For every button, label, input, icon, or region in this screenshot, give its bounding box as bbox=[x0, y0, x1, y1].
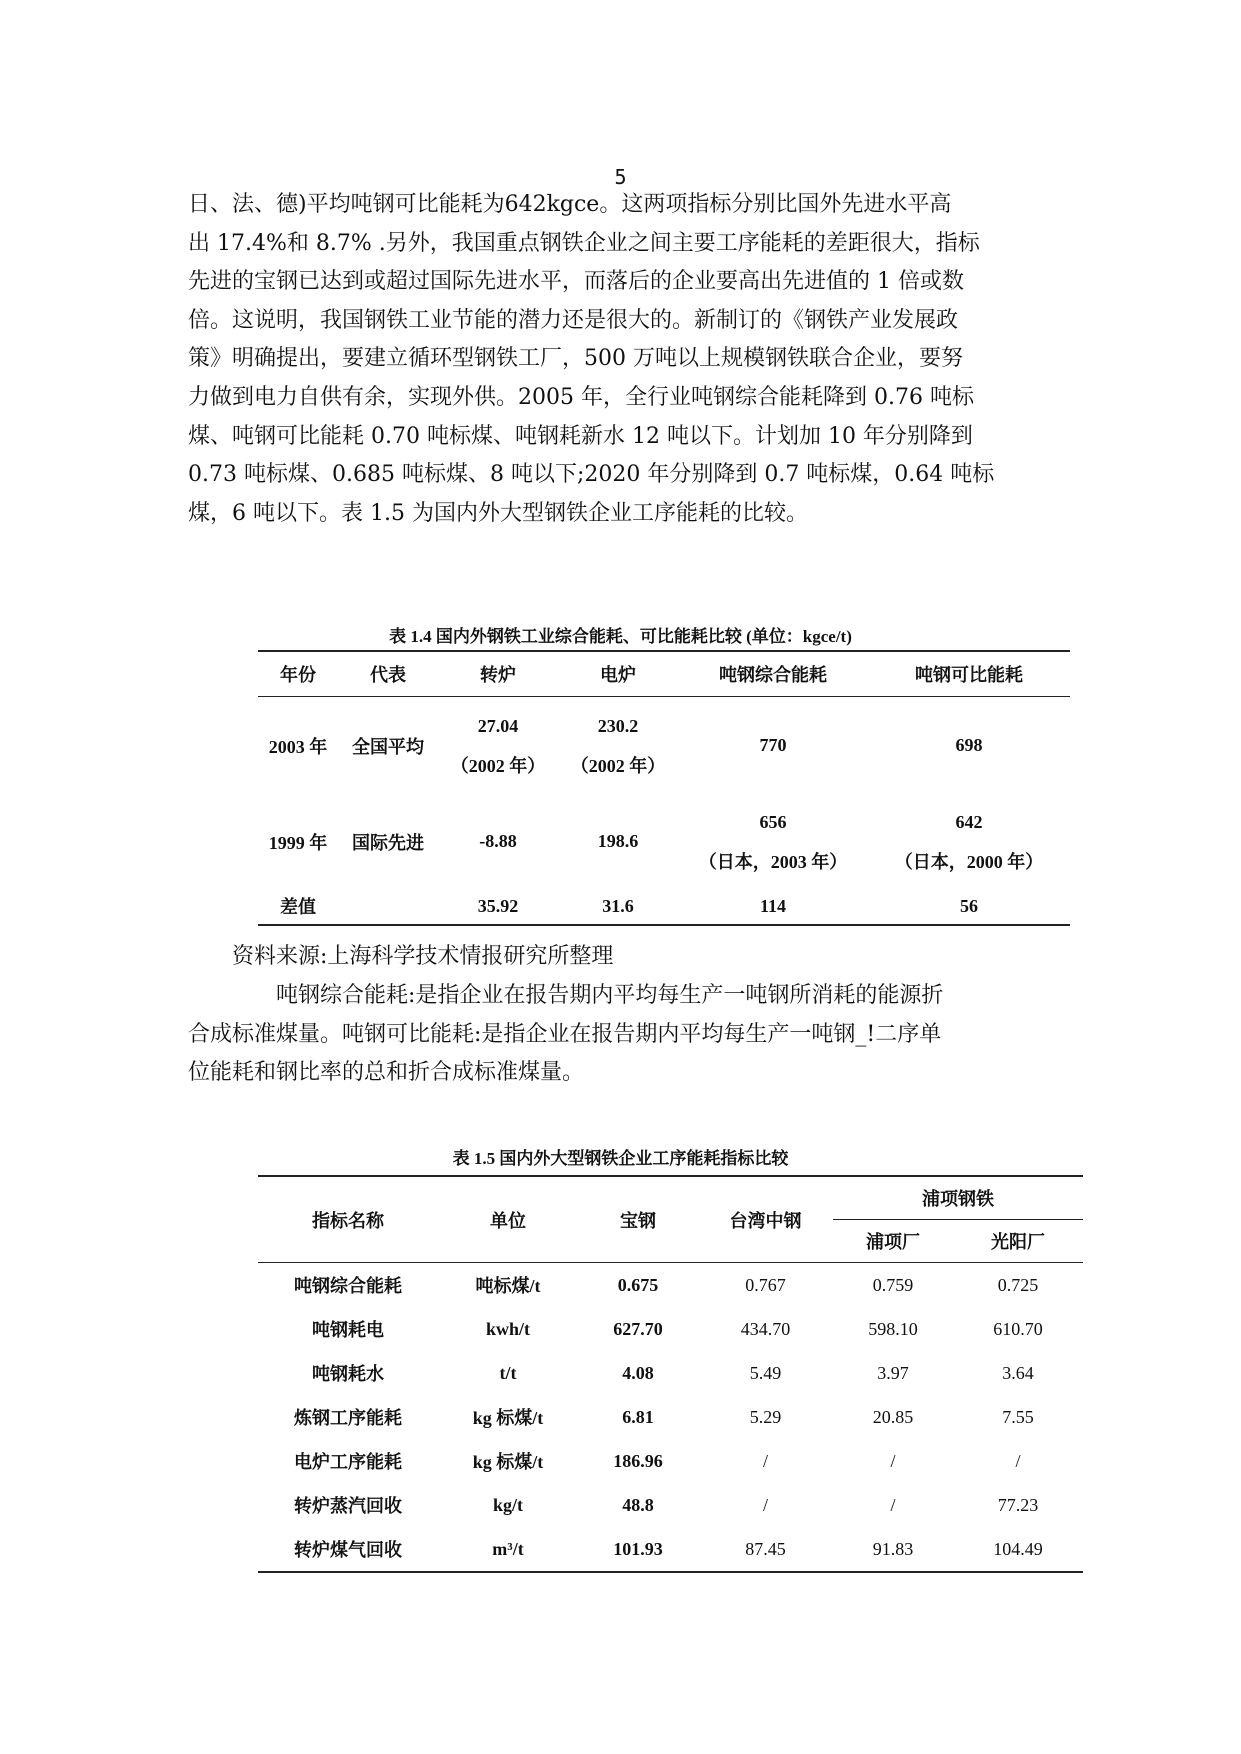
eaf-cell: 198.6 bbox=[597, 831, 639, 851]
total-cell: 770 bbox=[759, 735, 787, 756]
bof-value: 27.04 bbox=[477, 715, 519, 736]
table-row bbox=[258, 795, 1070, 889]
csc-cell: 87.45 bbox=[745, 1538, 786, 1559]
table-row bbox=[258, 1527, 1083, 1572]
indicator-name: 转炉蒸汽回收 bbox=[294, 1496, 402, 1516]
column-header: 吨钢可比能耗 bbox=[868, 651, 1070, 697]
comparable-value: 642 bbox=[955, 811, 983, 832]
table-row bbox=[258, 697, 1070, 795]
table-row bbox=[258, 1439, 1083, 1483]
table-row bbox=[258, 1395, 1083, 1439]
eaf-value: 230.2 bbox=[597, 715, 639, 736]
unit-cell: kwh/t bbox=[485, 1318, 530, 1339]
eaf-cell bbox=[558, 697, 678, 795]
csc-cell: / bbox=[762, 1450, 768, 1471]
gwangyang-cell: / bbox=[1015, 1450, 1021, 1471]
column-header: 转炉 bbox=[438, 651, 558, 697]
gwangyang-cell: 610.70 bbox=[993, 1318, 1043, 1339]
table-header-row bbox=[258, 651, 1070, 697]
text-line: 煤，6 吨以下。表 1.5 为国内外大型钢铁企业工序能耗的比较。 bbox=[188, 500, 808, 526]
text-line: 0.73 吨标煤、0.685 吨标煤、8 吨以下;2020 年分别降到 0.7 吨标煤，0.64 吨标 bbox=[188, 462, 995, 488]
unit-cell: kg 标煤/t bbox=[472, 1452, 544, 1472]
table-1-4 bbox=[258, 650, 1070, 926]
baosteel-cell: 101.93 bbox=[613, 1538, 663, 1559]
text-line: 位能耗和钢比率的总和折合成标准煤量。 bbox=[188, 1060, 585, 1086]
page-number: 5 bbox=[614, 165, 627, 189]
unit-cell: m³/t bbox=[492, 1538, 524, 1559]
csc-cell: 5.29 bbox=[749, 1406, 782, 1427]
unit-cell: t/t bbox=[499, 1362, 517, 1383]
total-cell bbox=[678, 795, 868, 889]
gwangyang-cell: 7.55 bbox=[1002, 1406, 1034, 1427]
text-line: 先进的宝钢已达到或超过国际先进水平，而落后的企业要高出先进值的 1 倍或数 bbox=[188, 269, 964, 295]
comparable-note: （日本，2000 年） bbox=[894, 851, 1044, 872]
pohang-cell: 0.759 bbox=[872, 1274, 914, 1295]
body-paragraph-2 bbox=[188, 977, 1058, 1093]
body-paragraph-1 bbox=[188, 186, 1058, 533]
table-1-5 bbox=[258, 1175, 1083, 1573]
year-cell: 1999 年 bbox=[268, 832, 328, 853]
indicator-name: 吨钢耗水 bbox=[312, 1364, 384, 1384]
representative-cell bbox=[338, 889, 438, 925]
eaf-note: （2002 年） bbox=[570, 755, 666, 776]
table-row bbox=[258, 1263, 1083, 1308]
column-group-header: 浦项钢铁 bbox=[922, 1189, 994, 1209]
unit-cell: kg 标煤/t bbox=[472, 1408, 544, 1428]
baosteel-cell: 4.08 bbox=[622, 1362, 654, 1383]
table-row bbox=[258, 1351, 1083, 1395]
table-1-5-caption: 表 1.5 国内外大型钢铁企业工序能耗指标比较 bbox=[452, 1149, 789, 1168]
text-line: 力做到电力自供有余，实现外供。2005 年，全行业吨钢综合能耗降到 0.76 吨标 bbox=[188, 384, 974, 410]
pohang-cell: / bbox=[890, 1450, 896, 1471]
eaf-cell: 31.6 bbox=[602, 895, 634, 916]
unit-cell: 吨标煤/t bbox=[475, 1276, 541, 1296]
comparable-cell bbox=[868, 795, 1070, 889]
table-header-row bbox=[258, 1176, 1083, 1220]
text-line: 出 17.4%和 8.7% .另外，我国重点钢铁企业之间主要工序能耗的差距很大，指标 bbox=[188, 230, 980, 256]
pohang-cell: / bbox=[890, 1494, 896, 1515]
indicator-name: 电炉工序能耗 bbox=[294, 1452, 402, 1472]
csc-cell: 434.70 bbox=[740, 1318, 791, 1339]
bof-cell: -8.88 bbox=[479, 831, 517, 851]
bof-note: （2002 年） bbox=[450, 755, 546, 776]
total-note: （日本，2003 年） bbox=[698, 851, 848, 872]
column-header: 光阳厂 bbox=[953, 1220, 1083, 1263]
text-line: 吨钢综合能耗:是指企业在报告期内平均每生产一吨钢所消耗的能源折 bbox=[276, 983, 944, 1008]
representative-cell: 全国平均 bbox=[352, 736, 424, 757]
text-line: 煤、吨钢可比能耗 0.70 吨标煤、吨钢耗新水 12 吨以下。计划加 10 年分别降到 bbox=[188, 423, 973, 449]
text-line: 资料来源:上海科学技术情报研究所整理 bbox=[232, 944, 614, 969]
gwangyang-cell: 77.23 bbox=[997, 1494, 1039, 1515]
source-note bbox=[232, 938, 1058, 977]
column-header: 吨钢综合能耗 bbox=[678, 651, 868, 697]
indicator-name: 炼钢工序能耗 bbox=[294, 1408, 402, 1428]
gwangyang-cell: 3.64 bbox=[1002, 1362, 1034, 1383]
pohang-cell: 598.10 bbox=[868, 1318, 918, 1339]
year-cell: 2003 年 bbox=[268, 736, 328, 757]
column-header: 电炉 bbox=[558, 651, 678, 697]
text-line: 日、法、德)平均吨钢可比能耗为642kgce。这两项指标分别比国外先进水平高 bbox=[188, 192, 952, 217]
indicator-name: 吨钢综合能耗 bbox=[294, 1276, 402, 1296]
comparable-cell: 56 bbox=[960, 895, 978, 916]
indicator-name: 吨钢耗电 bbox=[312, 1320, 384, 1340]
baosteel-cell: 186.96 bbox=[613, 1450, 663, 1471]
total-value: 656 bbox=[759, 811, 787, 832]
bof-cell: 35.92 bbox=[477, 895, 519, 916]
gwangyang-cell: 104.49 bbox=[993, 1538, 1043, 1559]
baosteel-cell: 0.675 bbox=[617, 1274, 659, 1295]
column-header: 宝钢 bbox=[578, 1176, 698, 1263]
gwangyang-cell: 0.725 bbox=[997, 1274, 1039, 1295]
csc-cell: / bbox=[762, 1494, 768, 1515]
bof-cell bbox=[438, 697, 558, 795]
pohang-cell: 91.83 bbox=[872, 1538, 914, 1559]
table-1-4-caption: 表 1.4 国内外钢铁工业综合能耗、可比能耗比较 (单位：kgce/t) bbox=[389, 627, 852, 646]
column-header: 代表 bbox=[338, 651, 438, 697]
total-cell: 114 bbox=[759, 895, 786, 916]
baosteel-cell: 6.81 bbox=[622, 1406, 654, 1427]
text-line: 合成标准煤量。吨钢可比能耗:是指企业在报告期内平均每生产一吨钢_!二序单 bbox=[188, 1021, 942, 1047]
column-header: 台湾中钢 bbox=[698, 1176, 833, 1263]
column-header: 单位 bbox=[438, 1176, 578, 1263]
column-header: 浦项厂 bbox=[833, 1220, 953, 1263]
csc-cell: 0.767 bbox=[745, 1274, 786, 1295]
year-cell: 差值 bbox=[280, 897, 316, 917]
indicator-name: 转炉煤气回收 bbox=[294, 1540, 402, 1560]
comparable-cell: 698 bbox=[955, 735, 983, 756]
table-row bbox=[258, 1307, 1083, 1351]
baosteel-cell: 627.70 bbox=[613, 1318, 663, 1339]
csc-cell: 5.49 bbox=[749, 1362, 782, 1383]
column-header: 年份 bbox=[258, 651, 338, 697]
pohang-cell: 3.97 bbox=[877, 1362, 909, 1383]
text-line: 策》明确提出，要建立循环型钢铁工厂，500 万吨以上规模钢铁联合企业，要努 bbox=[188, 346, 963, 372]
representative-cell: 国际先进 bbox=[352, 832, 424, 853]
text-line: 倍。这说明，我国钢铁工业节能的潜力还是很大的。新制订的《钢铁产业发展政 bbox=[188, 307, 959, 333]
baosteel-cell: 48.8 bbox=[622, 1494, 654, 1515]
column-header: 指标名称 bbox=[258, 1176, 438, 1263]
table-row bbox=[258, 1483, 1083, 1527]
table-row bbox=[258, 889, 1070, 925]
unit-cell: kg/t bbox=[492, 1494, 523, 1515]
pohang-cell: 20.85 bbox=[872, 1406, 914, 1427]
